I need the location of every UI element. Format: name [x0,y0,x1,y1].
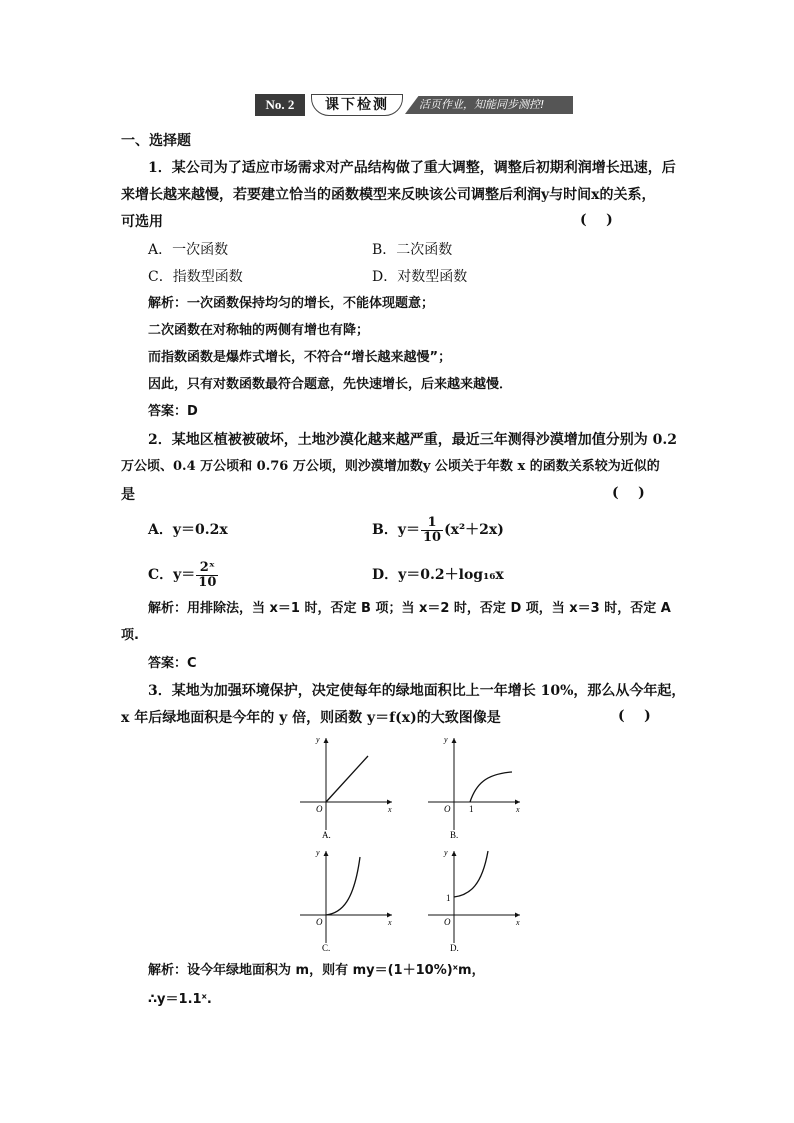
graph-c-label: C. [322,943,331,953]
q1-stem-line2: 来增长越来越慢，若要建立恰当的函数模型来反映该公司调整后利润y与时间x的关系， [121,187,656,203]
q1-option-a: A．一次函数 [148,242,229,258]
graph-d-origin: O [444,917,451,927]
graph-b-y-label: y [444,735,448,744]
q2-stem-line3: 是 [121,487,135,503]
q2-option-b-fraction [421,516,443,545]
q3-stem-line2: x 年后绿地面积是今年的 y 倍，则函数 y＝f(x)的大致图像是 [121,710,501,726]
section-title: 课下检测 [311,94,403,116]
q2-stem-line1: 2．某地区植被被破坏，土地沙漠化越来越严重，最近三年测得沙漠增加值分别为 0.2 [148,432,677,448]
graph-c-x-label: x [388,918,392,927]
q1-stem-line3: 可选用 [121,214,163,230]
q2-stem-line2: 万公顷、0.4 万公顷和 0.76 万公顷，则沙漠增加数y 公顷关于年数 x 的函数关系较为近似的 [121,459,660,474]
q2-answer: 答案：C [148,656,197,671]
graph-b-x-label: x [516,805,520,814]
graph-d-y-label: y [444,848,448,857]
graph-a [296,730,406,845]
graph-c-origin: O [316,917,323,927]
graph-a-origin: O [316,804,323,814]
q2-option-a: A．y＝0.2x [148,522,228,538]
q1-analysis-line4: 因此，只有对数函数最符合题意，先快速增长，后来越来越慢． [148,377,513,392]
q2-option-d: D．y＝0.2＋log₁₆x [372,567,504,583]
graph-a-label: A. [322,830,331,840]
graph-c [296,843,406,958]
q2-analysis-line2: 项. [121,628,139,643]
graph-b-label: B. [450,830,459,840]
graph-b-tick-1: 1 [469,804,474,814]
q1-analysis-line3: 而指数函数是爆炸式增长，不符合“增长越来越慢”； [148,350,452,365]
lesson-number: No. 2 [255,94,305,116]
q1-analysis-line2: 二次函数在对称轴的两侧有增也有降； [148,323,370,338]
q2-option-c-prefix: C．y＝ [148,567,196,583]
header-banner [255,94,573,116]
graph-a-x-label: x [388,805,392,814]
q2-option-b-numerator: 1 [421,516,443,531]
q3-analysis-line1: 解析：设今年绿地面积为 m，则有 my＝(1＋10%)ˣm， [148,963,485,978]
graph-c-y-label: y [316,848,320,857]
q1-stem-line1: 1．某公司为了适应市场需求对产品结构做了重大调整，调整后初期利润增长迅速，后 [148,160,676,176]
q1-option-b: B．二次函数 [372,242,453,258]
slogan-text: 活页作业，知能同步测控! [419,98,545,111]
section-heading: 一、选择题 [121,133,191,149]
q2-answer-blank: ( ) [612,485,645,501]
q2-analysis-line1: 解析：用排除法，当 x＝1 时，否定 B 项；当 x＝2 时，否定 D 项，当 x＝3 时，否定 A [148,601,671,616]
q1-answer: 答案：D [148,404,198,419]
q3-analysis-line2: ∴y＝1.1ˣ. [148,992,212,1007]
graph-a-y-label: y [316,735,320,744]
graph-b [424,730,534,845]
q2-option-c-numerator: 2ˣ [196,561,218,576]
q2-option-b-denominator: 10 [422,529,442,545]
graph-d-x-label: x [516,918,520,927]
q1-option-c: C．指数型函数 [148,269,243,285]
graph-d [424,843,534,958]
q2-option-b-suffix: (x²＋2x) [444,522,504,538]
q1-option-d: D．对数型函数 [372,269,468,285]
q1-analysis-line1: 解析：一次函数保持均匀的增长，不能体现题意； [148,296,435,311]
q2-option-c-denominator: 10 [198,574,217,590]
q3-answer-blank: ( ) [618,708,651,724]
q2-option-b [372,512,504,548]
graph-b-origin: O [444,804,451,814]
q2-option-c [148,557,219,593]
graph-d-tick-1: 1 [446,893,451,903]
q1-answer-blank: ( ) [580,212,613,228]
q2-option-b-prefix: B．y＝ [372,522,420,538]
q3-stem-line1: 3．某地为加强环境保护，决定使每年的绿地面积比上一年增长 10%，那么从今年起， [148,683,686,699]
graph-d-label: D. [450,943,459,953]
q2-option-c-fraction [196,561,218,590]
